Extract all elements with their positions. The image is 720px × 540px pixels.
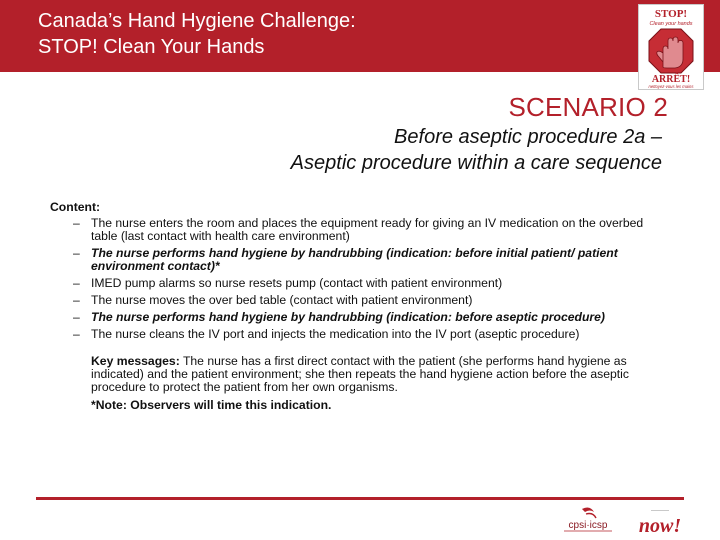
list-item <box>50 217 670 243</box>
now-logo-text: now! <box>638 515 682 537</box>
dash-bullet: – <box>73 246 80 260</box>
list-item <box>50 294 670 307</box>
stop-clean-hands-logo <box>638 4 704 90</box>
content-list <box>50 217 670 341</box>
dash-bullet: – <box>73 216 80 230</box>
key-messages-label: Key messages: <box>91 354 180 368</box>
list-item <box>50 328 670 341</box>
scenario-title: SCENARIO 2 <box>508 92 668 122</box>
list-item-text: The nurse performs hand hygiene by handrubbing (indication: before initial patient/ patient environment contact)* <box>91 246 618 273</box>
dash-bullet: – <box>73 276 80 290</box>
logo-top-subtext: Clean your hands <box>649 21 693 27</box>
stop-hand-icon <box>639 5 703 89</box>
scenario-subtitle-line2: Aseptic procedure within a care sequence <box>290 152 662 174</box>
list-item-text: The nurse performs hand hygiene by handrubbing (indication: before aseptic procedure) <box>91 310 605 324</box>
key-messages <box>50 355 670 412</box>
scenario-subtitle-line1: Before aseptic procedure 2a – <box>394 126 662 148</box>
logo-top-text: STOP! <box>654 8 688 20</box>
slide-title-line2: STOP! Clean Your Hands <box>38 36 265 58</box>
cpsi-icsp-logo <box>560 506 616 536</box>
observer-note: *Note: Observers will time this indication. <box>91 398 332 412</box>
cpsi-swoosh-2 <box>586 514 596 519</box>
footer-divider <box>36 497 684 500</box>
cpsi-swoosh <box>582 508 594 512</box>
list-item-text: The nurse moves the over bed table (contact with patient environment) <box>91 293 473 307</box>
logo-bottom-text: ARRÊT! <box>651 74 691 85</box>
list-item-text: IMED pump alarms so nurse resets pump (contact with patient environment) <box>91 276 503 290</box>
cpsi-logo-text: cpsi·icsp <box>568 520 608 531</box>
key-messages-text: The nurse has a first direct contact with the patient (she performs hand hygiene as indicated) and the patient environment; she then repeats the hand hygiene action before the aseptic procedure to protect the patient from her own organisms. <box>91 354 629 394</box>
list-item <box>50 247 670 273</box>
now-logo-small-text: ———— <box>651 508 669 513</box>
now-logo <box>630 504 690 538</box>
content-section <box>50 201 670 412</box>
slide-title <box>38 8 598 60</box>
list-item <box>50 277 670 290</box>
slide-title-line1: Canada’s Hand Hygiene Challenge: <box>38 10 356 32</box>
scenario-subtitle <box>142 124 662 176</box>
dash-bullet: – <box>73 310 80 324</box>
dash-bullet: – <box>73 293 80 307</box>
list-item-text: The nurse enters the room and places the equipment ready for giving an IV medication on the overbed table (last contact with health care environment) <box>91 216 644 243</box>
dash-bullet: – <box>73 327 80 341</box>
content-label: Content: <box>50 200 101 214</box>
list-item-text: The nurse cleans the IV port and injects the medication into the IV port (aseptic procedure) <box>91 327 580 341</box>
list-item <box>50 311 670 324</box>
logo-bottom-subtext: nettoyez-vous les mains <box>648 84 694 89</box>
